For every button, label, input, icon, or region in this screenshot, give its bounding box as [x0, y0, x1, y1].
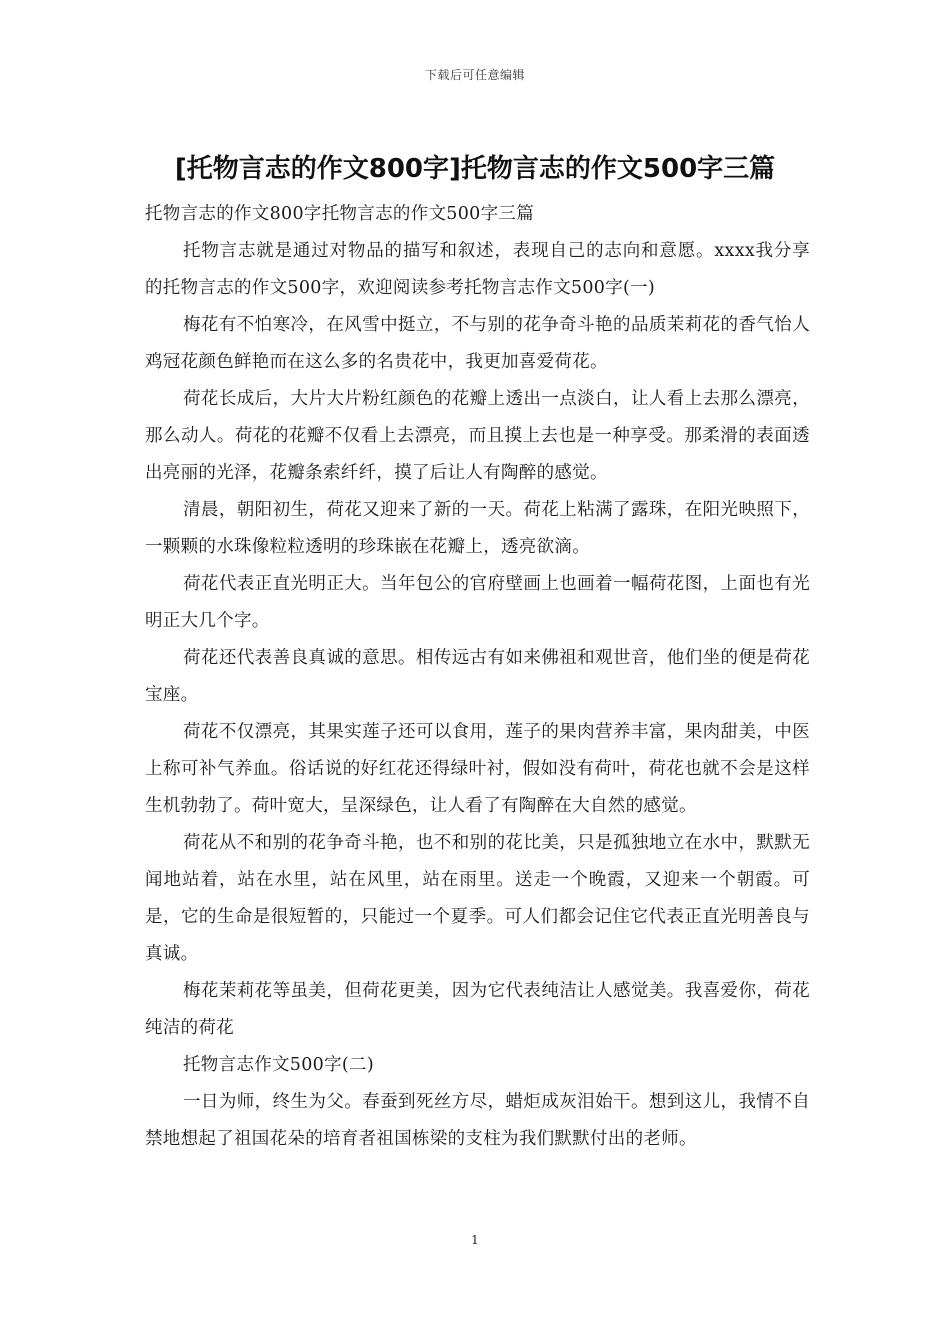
subtitle-paragraph: 托物言志的作文800字托物言志的作文500字三篇	[145, 204, 535, 224]
body-paragraph: 荷花还代表善良真诚的意思。相传远古有如来佛祖和观世音，他们坐的便是荷花宝座。	[145, 648, 810, 705]
intro-paragraph: 托物言志就是通过对物品的描写和叙述，表现自己的志向和意愿。xxxx我分享的托物言志的作文500字，欢迎阅读参考托物言志作文500字(一)	[145, 241, 810, 298]
document-body	[145, 196, 810, 1158]
body-paragraph: 一日为师，终生为父。春蚕到死丝方尽，蜡炬成灰泪始干。想到这儿，我情不自禁地想起了祖国花朵的培育者祖国栋梁的支柱为我们默默付出的老师。	[145, 1092, 810, 1149]
document-title: [托物言志的作文800字]托物言志的作文500字三篇	[174, 154, 776, 184]
body-paragraph: 荷花代表正直光明正大。当年包公的官府壁画上也画着一幅荷花图，上面也有光明正大几个字。	[145, 574, 810, 631]
body-paragraph: 荷花从不和别的花争奇斗艳，也不和别的花比美，只是孤独地立在水中，默默无闻地站着，站在水里，站在风里，站在雨里。送走一个晚霞，又迎来一个朝霞。可是，它的生命是很短暂的，只能过一个夏季。可人们都会记住它代表正直光明善良与真诚。	[145, 833, 810, 964]
section-heading: 托物言志作文500字(二)	[183, 1055, 374, 1075]
header-note: 下载后可任意编辑	[424, 68, 525, 82]
page-number: 1	[471, 1233, 479, 1247]
body-paragraph: 梅花茉莉花等虽美，但荷花更美，因为它代表纯洁让人感觉美。我喜爱你，荷花纯洁的荷花	[145, 981, 810, 1038]
body-paragraph: 荷花不仅漂亮，其果实莲子还可以食用，莲子的果肉营养丰富，果肉甜美，中医上称可补气养血。俗话说的好红花还得绿叶衬，假如没有荷叶，荷花也就不会是这样生机勃勃了。荷叶宽大，呈深绿色，让人看了有陶醉在大自然的感觉。	[145, 722, 810, 816]
body-paragraph: 荷花长成后，大片大片粉红颜色的花瓣上透出一点淡白，让人看上去那么漂亮，那么动人。荷花的花瓣不仅看上去漂亮，而且摸上去也是一种享受。那柔滑的表面透出亮丽的光泽，花瓣条索纤纤，摸了后让人有陶醉的感觉。	[145, 389, 810, 483]
body-paragraph: 梅花有不怕寒冷，在风雪中挺立，不与别的花争奇斗艳的品质茉莉花的香气怡人鸡冠花颜色鲜艳而在这么多的名贵花中，我更加喜爱荷花。	[145, 315, 810, 372]
body-paragraph: 清晨，朝阳初生，荷花又迎来了新的一天。荷花上粘满了露珠，在阳光映照下，一颗颗的水珠像粒粒透明的珍珠嵌在花瓣上，透亮欲滴。	[145, 500, 810, 557]
